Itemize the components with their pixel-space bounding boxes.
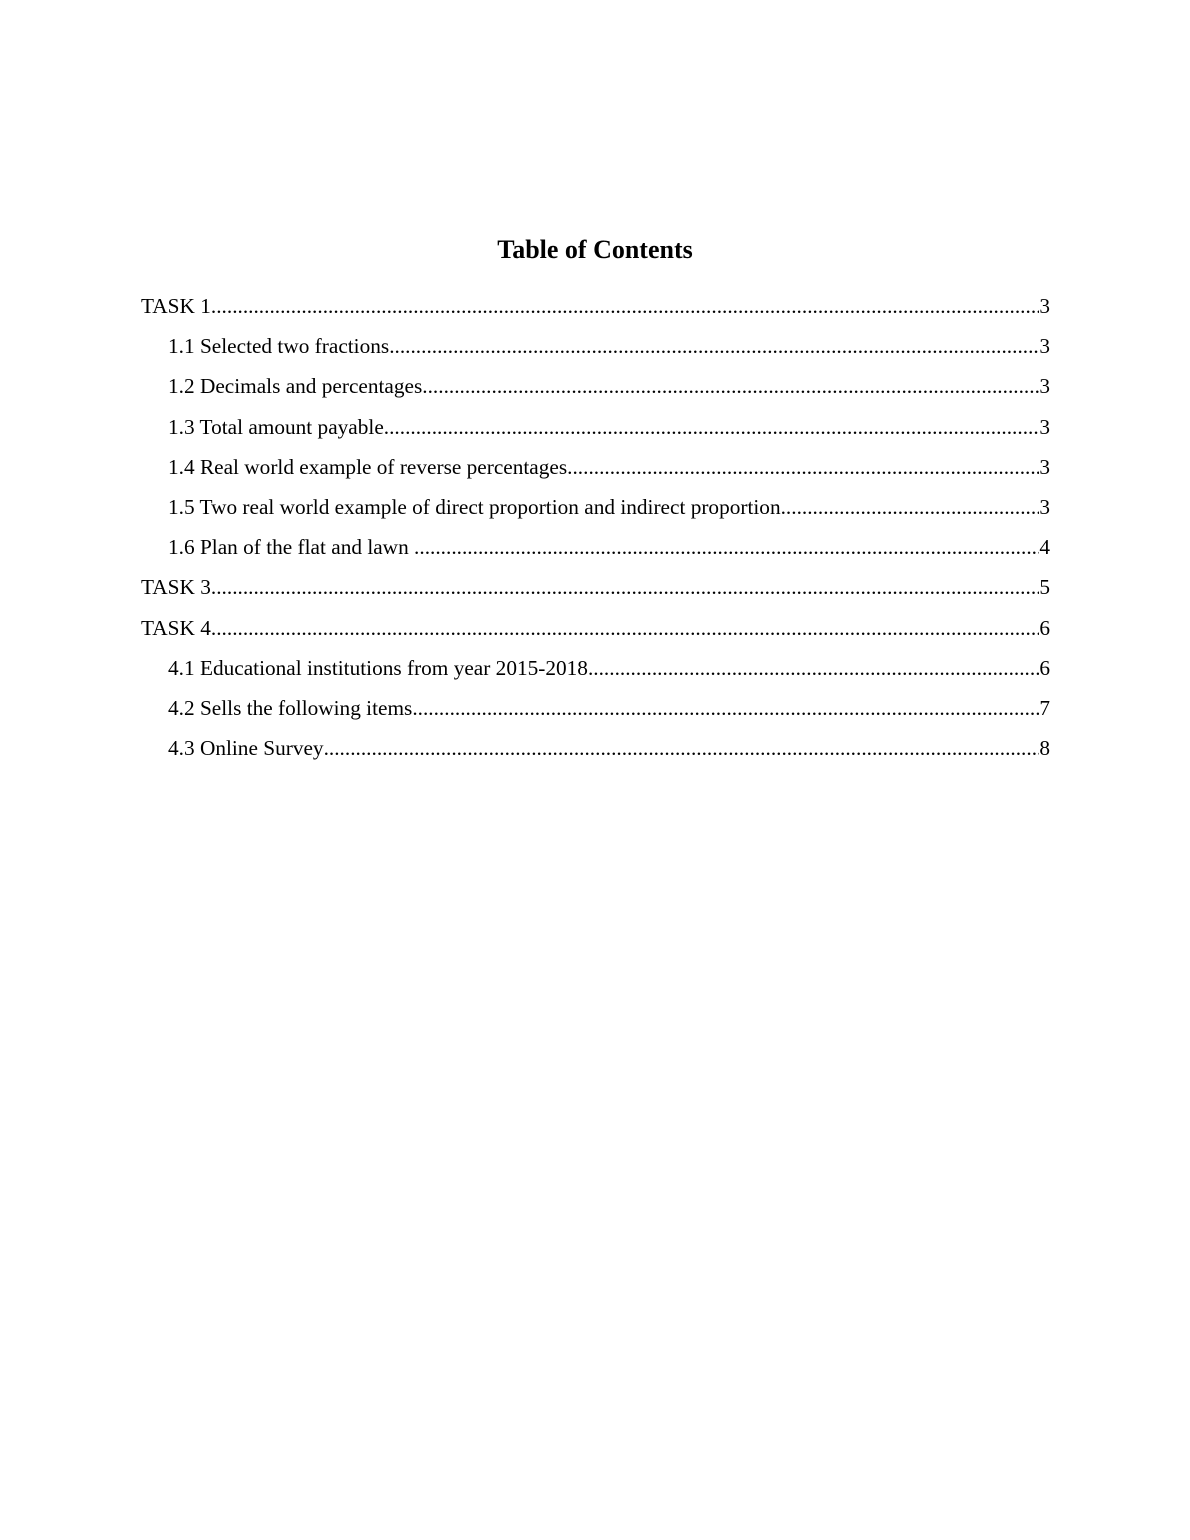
toc-entry-label: TASK 3	[141, 575, 211, 600]
toc-entry-page: 3	[1039, 494, 1050, 519]
toc-entry-page: 6	[1039, 615, 1050, 640]
toc-dot-leader	[567, 452, 1039, 482]
toc-entry[interactable]	[141, 613, 1050, 653]
toc-dot-leader	[211, 613, 1039, 643]
toc-entry[interactable]	[141, 492, 1050, 532]
toc-list	[141, 291, 1050, 773]
toc-dot-leader	[211, 572, 1039, 602]
toc-entry[interactable]	[141, 653, 1050, 693]
toc-entry-label: 4.1 Educational institutions from year 2015-2018	[168, 655, 588, 680]
toc-entry-label: 1.4 Real world example of reverse percentages	[168, 454, 568, 479]
toc-entry[interactable]	[141, 412, 1050, 452]
toc-entry-page: 5	[1039, 575, 1050, 600]
toc-entry-page: 4	[1039, 535, 1050, 560]
toc-entry-page: 6	[1039, 655, 1050, 680]
toc-entry-page: 8	[1039, 736, 1050, 761]
toc-entry-page: 3	[1039, 334, 1050, 359]
toc-entry-label: 4.2 Sells the following items	[168, 695, 413, 720]
toc-entry-label: TASK 4	[141, 615, 211, 640]
toc-entry-page: 3	[1039, 454, 1050, 479]
toc-dot-leader	[414, 532, 1039, 562]
toc-entry[interactable]	[141, 532, 1050, 572]
toc-title: Table of Contents	[497, 235, 693, 264]
toc-entry-page: 3	[1039, 414, 1050, 439]
toc-entry-label: 1.6 Plan of the flat and lawn	[168, 535, 415, 560]
toc-entry-page: 7	[1039, 695, 1050, 720]
toc-entry-label: 1.3 Total amount payable	[168, 414, 384, 439]
toc-entry[interactable]	[141, 291, 1050, 331]
toc-dot-leader	[211, 291, 1039, 321]
toc-dot-leader	[412, 693, 1039, 723]
toc-entry-label: TASK 1	[141, 294, 211, 318]
toc-entry-label: 1.5 Two real world example of direct proportion and indirect proportion	[168, 494, 781, 519]
toc-dot-leader	[422, 371, 1039, 401]
toc-dot-leader	[389, 331, 1039, 361]
toc-entry-page: 3	[1039, 374, 1050, 399]
toc-dot-leader	[781, 492, 1040, 522]
toc-dot-leader	[384, 412, 1040, 442]
toc-entry[interactable]	[141, 371, 1050, 411]
toc-entry-label: 1.1 Selected two fractions	[168, 334, 390, 359]
toc-entry[interactable]	[141, 733, 1050, 773]
toc-entry[interactable]	[141, 331, 1050, 371]
toc-entry-label: 4.3 Online Survey	[168, 736, 324, 761]
toc-entry[interactable]	[141, 572, 1050, 612]
toc-entry-page: 3	[1039, 294, 1050, 318]
toc-entry[interactable]	[141, 452, 1050, 492]
toc-dot-leader	[324, 733, 1040, 763]
toc-dot-leader	[588, 653, 1039, 683]
toc-entry-label: 1.2 Decimals and percentages	[168, 374, 423, 399]
toc-entry[interactable]	[141, 693, 1050, 733]
